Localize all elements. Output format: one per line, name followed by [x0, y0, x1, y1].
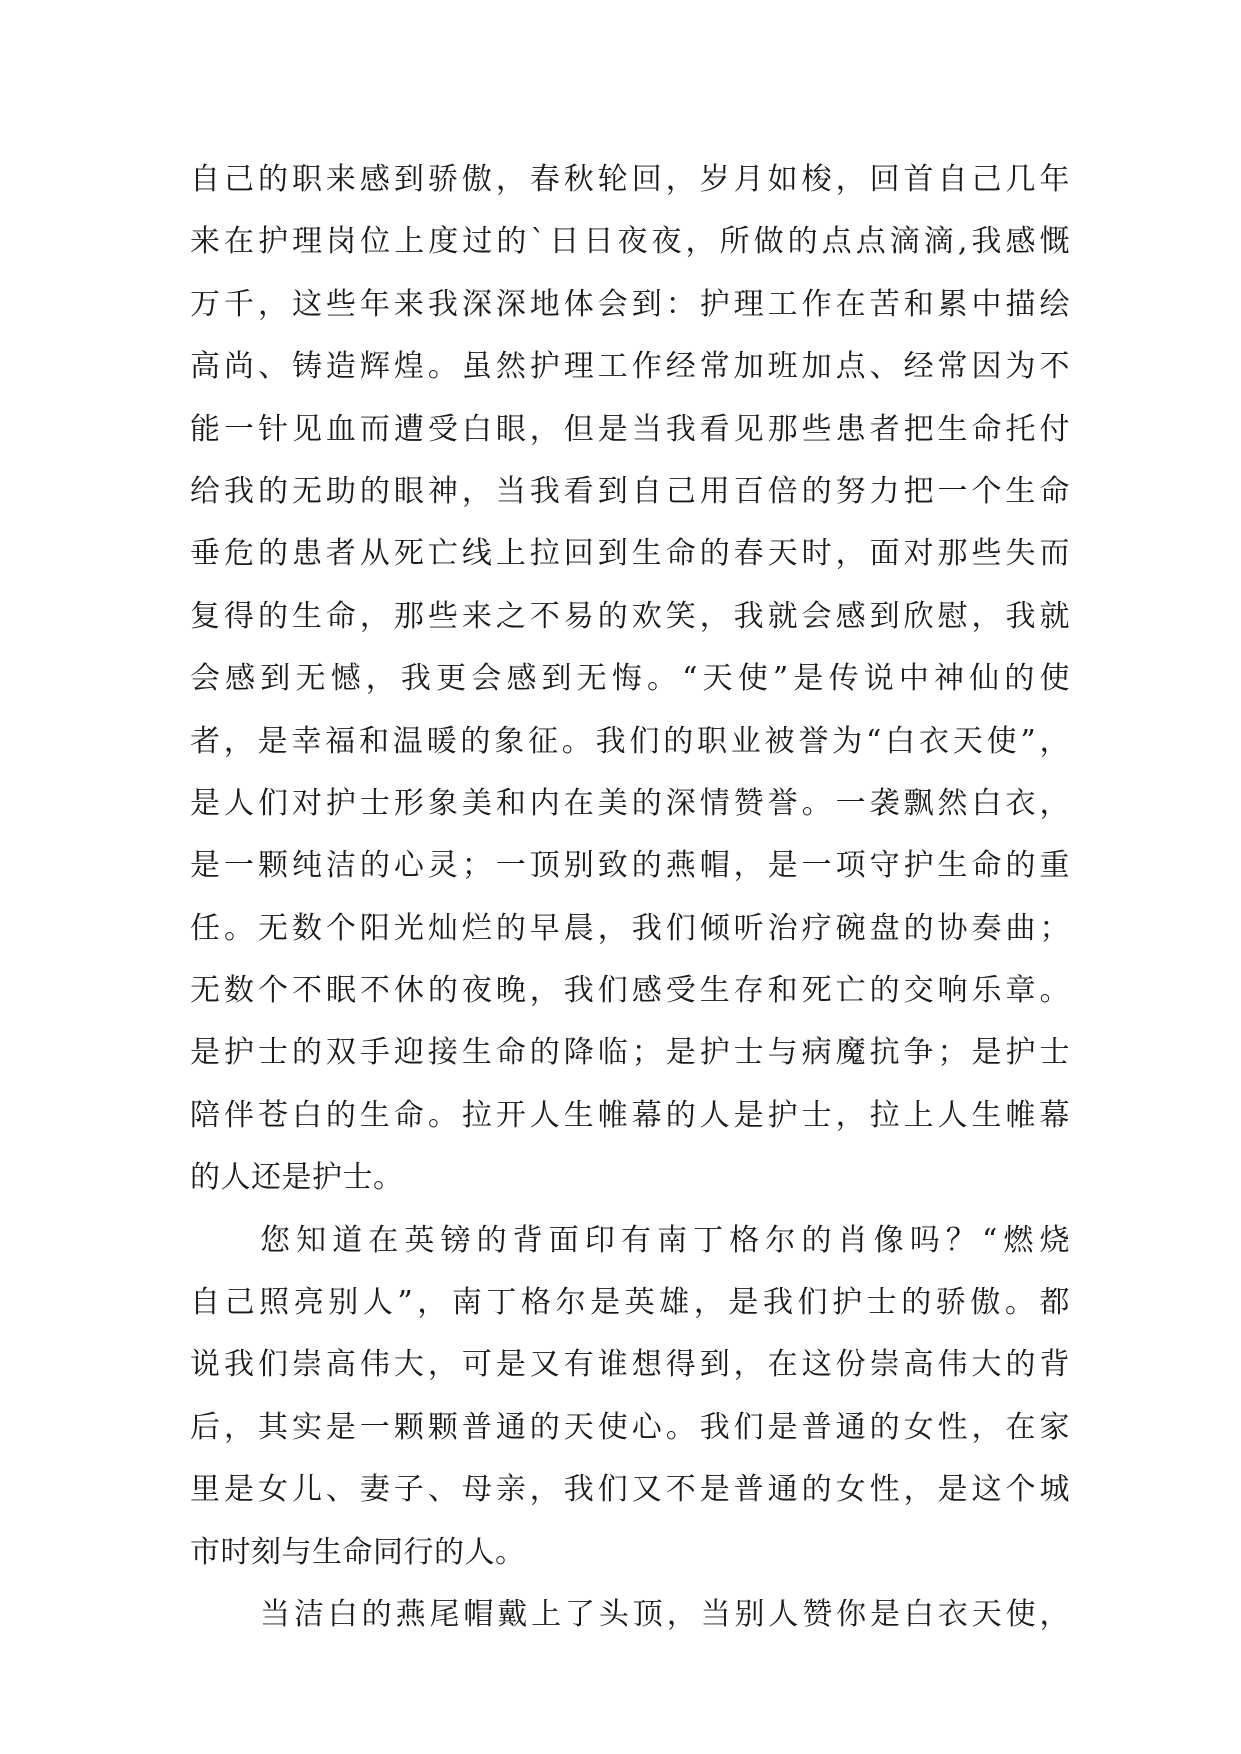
text-line: 后，其实是一颗颗普通的天使心。我们是普通的女性，在家 — [190, 1409, 1070, 1445]
body-text — [190, 159, 1070, 1656]
text-line: 里是女儿、妻子、母亲，我们又不是普通的女性，是这个城 — [190, 1472, 1070, 1508]
text-line: 给我的无助的眼神，当我看到自己用百倍的努力把一个生命 — [190, 473, 1070, 509]
text-line: 高尚、铸造辉煌。虽然护理工作经常加班加点、经常因为不 — [190, 349, 1070, 385]
text-line: 会感到无憾，我更会感到无悔。“天使”是传说中神仙的使 — [190, 661, 1070, 697]
text-line: 是一颗纯洁的心灵；一顶别致的燕帽，是一项守护生命的重 — [190, 848, 1070, 884]
text-line: 是人们对护士形象美和内在美的深情赞誉。一袭飘然白衣， — [190, 785, 1070, 821]
text-line: 来在护理岗位上度过的`日日夜夜，所做的点点滴滴,我感慨 — [190, 224, 1070, 260]
text-line: 说我们崇高伟大，可是又有谁想得到，在这份崇高伟大的背 — [190, 1347, 1070, 1383]
text-line: 者，是幸福和温暖的象征。我们的职业被誉为“白衣天使”， — [190, 723, 1070, 759]
paragraph-start-line: 您知道在英镑的背面印有南丁格尔的肖像吗？“燃烧 — [260, 1222, 1070, 1258]
text-line: 万千，这些年来我深深地体会到：护理工作在苦和累中描绘 — [190, 286, 1070, 322]
paragraph-start-line: 当洁白的燕尾帽戴上了头顶，当别人赞你是白衣天使， — [260, 1596, 1070, 1632]
text-line: 垂危的患者从死亡线上拉回到生命的春天时，面对那些失而 — [190, 536, 1070, 572]
text-line: 任。无数个阳光灿烂的早晨，我们倾听治疗碗盘的协奏曲； — [190, 910, 1070, 946]
text-line: 是护士的双手迎接生命的降临；是护士与病魔抗争；是护士 — [190, 1035, 1070, 1071]
text-line: 陪伴苍白的生命。拉开人生帷幕的人是护士，拉上人生帷幕 — [190, 1097, 1070, 1133]
text-line: 复得的生命，那些来之不易的欢笑，我就会感到欣慰，我就 — [190, 598, 1070, 634]
text-line: 无数个不眠不休的夜晚，我们感受生存和死亡的交响乐章。 — [190, 973, 1070, 1009]
text-line: 自己照亮别人”，南丁格尔是英雄，是我们护士的骄傲。都 — [190, 1285, 1070, 1321]
text-line: 市时刻与生命同行的人。 — [190, 1534, 526, 1570]
text-line: 的人还是护士。 — [190, 1160, 404, 1196]
text-line: 能一针见血而遭受白眼，但是当我看见那些患者把生命托付 — [190, 411, 1070, 447]
text-line: 自己的职来感到骄傲，春秋轮回，岁月如梭，回首自己几年 — [190, 162, 1070, 197]
